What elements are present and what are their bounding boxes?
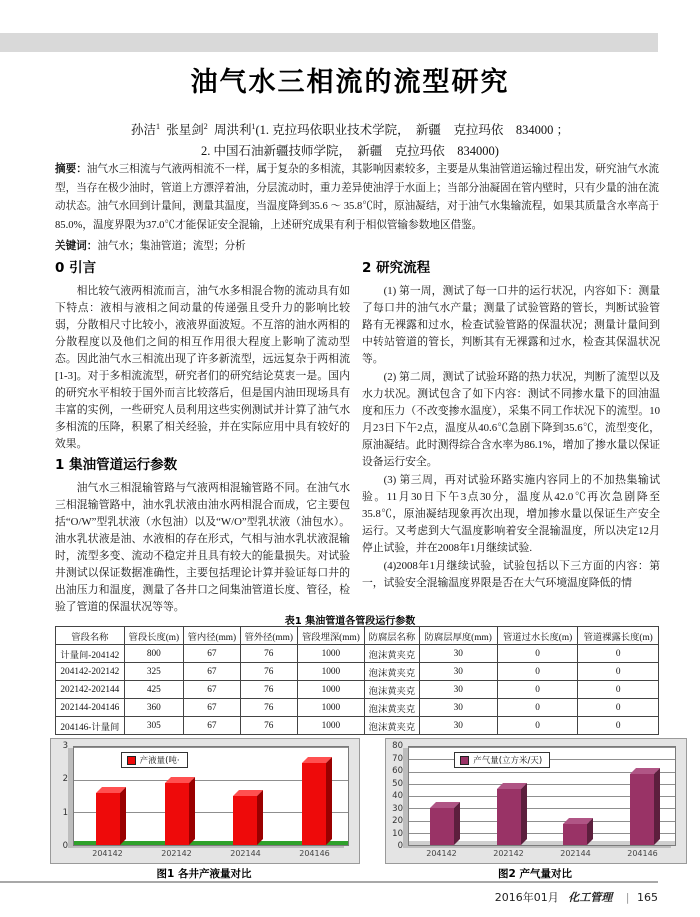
table-cell: 204146-计量间	[56, 717, 125, 735]
chart2-legend	[454, 752, 550, 768]
footer	[0, 889, 658, 905]
table-cell: 67	[183, 663, 240, 681]
table-cell: 0	[578, 699, 659, 717]
y-axis-tick-label: 1	[62, 807, 68, 818]
pipeline-parameters-table	[55, 626, 659, 735]
table-header-cell: 管外径(mm)	[240, 627, 297, 645]
table-cell: 76	[240, 663, 297, 681]
table-cell: 0	[497, 699, 578, 717]
footer-divider	[0, 881, 658, 883]
table-cell: 305	[124, 717, 183, 735]
chart2-legend-label: 产气量(立方米/天)	[473, 756, 543, 766]
bar-204146	[302, 763, 326, 845]
abstract-label: 摘要：	[55, 163, 87, 175]
chart1-x-axis	[73, 849, 349, 861]
table-cell: 76	[240, 681, 297, 699]
table-cell: 30	[419, 645, 497, 663]
bar-202142	[165, 783, 189, 845]
body-paragraph: (1) 第一周，测试了每一口井的运行状况，内容如下：测量了每口井的油气水产量；测量了试验管路的管长，判断试验管路有无裸露和过水，检查试验管路的保温状况；测量计量间到中转站管道的管长，判断其有无裸露和过水，检查其保温状况等。	[362, 285, 660, 365]
author-name: 周洪利	[213, 123, 252, 138]
table1-caption: 表1 集油管道各管段运行参数	[284, 616, 416, 627]
legend-swatch-icon	[460, 756, 469, 765]
table-cell: 30	[419, 699, 497, 717]
table-cell: 1000	[297, 663, 365, 681]
y-axis-tick-label: 0	[397, 841, 403, 851]
author-name: 孙洁	[130, 123, 156, 138]
table-cell: 800	[124, 645, 183, 663]
bar-204146	[630, 774, 654, 845]
author-affil-marker: 1	[155, 122, 160, 131]
table-cell: 1000	[297, 681, 365, 699]
table-row	[56, 717, 659, 735]
paper-title: 油气水三相流的流型研究	[190, 67, 510, 98]
y-axis-tick-label: 60	[392, 766, 403, 776]
y-axis-tick-label: 2	[62, 774, 68, 785]
bar-202144	[563, 824, 587, 845]
keywords-line	[55, 237, 659, 257]
body-paragraph: (3) 第三周，再对试验环路实施内容同上的不加热集输试验。11月30日下午3点30分，温度从42.0℃再次急剧降至35.8℃，原油凝结现象再次出现，增加掺水量以保证生产安全运行。又考虑到大气温度影响着安全混输温度，所以决定12月停止试验，并在2008年1月继续试验.	[362, 474, 660, 554]
table-cell: 0	[497, 681, 578, 699]
table-cell: 0	[497, 663, 578, 681]
journal-name: 化工管理	[568, 891, 613, 904]
y-axis-tick-label: 3	[62, 741, 68, 751]
table-cell: 30	[419, 663, 497, 681]
y-axis-tick-label: 0	[62, 841, 68, 851]
y-axis-tick-label: 50	[392, 778, 403, 789]
y-axis-tick-label: 20	[392, 816, 403, 826]
right-column	[362, 256, 660, 612]
left-column	[55, 256, 350, 612]
table-cell: 0	[497, 717, 578, 735]
author-affil-marker: 2	[203, 122, 208, 131]
table-header-row	[56, 627, 659, 645]
gas-production-bar-chart	[385, 738, 687, 864]
x-axis-tick-label: 202142	[161, 849, 192, 858]
y-axis-tick-label: 10	[392, 828, 403, 839]
body-paragraph: 相比较气液两相流而言，油气水多相混合物的流动具有如下特点：液相与液相之间动量的传递强且受升力的影响比较弱，分散相尺寸比较小，液液界面波短。不互溶的油水两相的分散程度以及他们之间的相互作用很大程度上影响了流动型态。因此油气水三相流出现了许多新流型，远远复杂于两相流[1-3]。对于多相流流型，研究者们的研究结论莫衷一是。国内的研究水平相较于国外而言比较落后，但是国内油田现场具有丰富的实例，一些研究人员利用这些实例测试并计算了油气水多相流的压降，积累了相关经验，并在实际应用中具有较好的效果。	[55, 285, 350, 450]
table-cell: 0	[578, 645, 659, 663]
table-cell: 202142-202144	[56, 681, 125, 699]
abstract-text	[55, 160, 659, 235]
abstract-body: 油气水三相流与气液两相流不一样，属于复杂的多相流，其影响因素较多，主要是从集油管道运输过程出发，研究油气水流型，当存在极少油时，管道上方漂浮着油，分层流动时，重力差异使油浮于水面上；当部分油凝固在管内壁时，只有少量的油在流动状态。油气水回到计量间，测量其温度，当温度降到35.6 ～ 35.8℃时，原油凝结，对于油气水集输流程，如果其质量含水率高于85.0%，温度界限为37.0℃才能保证安全混输，上述研究成果有利于相似管输参数地区借鉴。	[55, 164, 660, 231]
gridline	[74, 747, 348, 748]
table-row	[56, 681, 659, 699]
table-cell: 0	[578, 663, 659, 681]
table-cell: 67	[183, 717, 240, 735]
table-cell: 30	[419, 717, 497, 735]
figure1-caption: 图1 各井产液量对比	[156, 868, 252, 880]
page-number: 165	[637, 891, 658, 904]
table-cell: 325	[124, 663, 183, 681]
chart1-legend	[121, 752, 188, 768]
table-cell: 泡沫黄夹克	[365, 717, 420, 735]
chart1-plot-area	[73, 746, 349, 846]
author-affil-marker: 1	[251, 122, 256, 131]
x-axis-tick-label: 204142	[92, 849, 123, 858]
table-header-cell: 管段长度(m)	[124, 627, 183, 645]
author-line-1	[0, 116, 700, 141]
bar-204142	[430, 808, 454, 845]
bar-202144	[233, 796, 257, 845]
table-cell: 泡沫黄夹克	[365, 699, 420, 717]
table-cell: 76	[240, 699, 297, 717]
figure2-caption: 图2 产气量对比	[498, 868, 572, 880]
footer-separator: |	[625, 891, 630, 904]
table-header-cell: 管道裸露长度(m)	[578, 627, 659, 645]
gridline	[409, 747, 675, 748]
x-axis-tick-label: 204146	[299, 849, 330, 858]
table-cell: 202144-204146	[56, 699, 125, 717]
chart1-legend-label: 产液量(吨·	[139, 756, 180, 766]
body-paragraph: 油气水三相混输管路与气液两相混输管路不同。在油气水三相混输管路中，油水乳状液由油水两相混合而成，它主要包括“O/W”型乳状液（水包油）以及“W/O”型乳状液（油包水）。油水乳状液是油、水液相的存在形式，气相与油水乳状液混输时，流型多变、流动不稳定并且具有较大的能量损失。对试验井测试以保证数据准确性，主要包括理论计算并验证每口井的出油压力和温度，测量了各井口之间集油管道长度、管径，检验了管道的保温状况等等。	[55, 482, 350, 612]
body-paragraph: (4)2008年1月继续试验，试验包括以下三方面的内容：第一，试验安全混输温度界限是否在大气环境温度降低的情	[362, 560, 660, 589]
y-axis-tick-label: 80	[392, 741, 403, 751]
table-cell: 67	[183, 645, 240, 663]
legend-swatch-icon	[127, 756, 136, 765]
table-header-cell: 防腐层厚度(mm)	[419, 627, 497, 645]
table-header-cell: 管内径(mm)	[183, 627, 240, 645]
liquid-production-bar-chart	[50, 738, 360, 864]
chart1-y-axis	[51, 741, 71, 851]
bar-204142	[96, 793, 120, 845]
author-name: 张星剑	[166, 123, 204, 138]
table-header-cell: 防腐层名称	[365, 627, 420, 645]
header-band	[0, 33, 658, 52]
table-cell: 泡沫黄夹克	[365, 663, 420, 681]
table-cell: 204142-202142	[56, 663, 125, 681]
table-cell: 1000	[297, 645, 365, 663]
table-cell: 425	[124, 681, 183, 699]
x-axis-tick-label: 202144	[560, 849, 591, 858]
table-cell: 泡沫黄夹克	[365, 645, 420, 663]
table-row	[56, 663, 659, 681]
y-axis-tick-label: 70	[392, 753, 403, 764]
x-axis-tick-label: 202144	[230, 849, 261, 858]
keywords-body: 油气水；集油管道；流型；分析	[97, 241, 246, 253]
table-cell: 0	[497, 645, 578, 663]
table-cell: 360	[124, 699, 183, 717]
table-row	[56, 645, 659, 663]
table-cell: 67	[183, 681, 240, 699]
table-header-cell: 管段名称	[56, 627, 125, 645]
table-cell: 计量间-204142	[56, 645, 125, 663]
table-cell: 1000	[297, 717, 365, 735]
table-cell: 0	[578, 681, 659, 699]
chart2-x-axis	[408, 849, 676, 861]
table-cell: 1000	[297, 699, 365, 717]
table-cell: 76	[240, 717, 297, 735]
table-header-cell: 管道过水长度(m)	[497, 627, 578, 645]
table-row	[56, 699, 659, 717]
x-axis-tick-label: 204146	[627, 849, 658, 858]
footer-date: 2016年01月	[494, 891, 559, 904]
keywords-label: 关键词：	[55, 240, 98, 253]
x-axis-tick-label: 202142	[493, 849, 524, 858]
bar-202142	[497, 789, 521, 845]
section-heading: 0 引言	[55, 260, 97, 276]
table-cell: 67	[183, 699, 240, 717]
author-block	[0, 116, 700, 162]
table-cell: 76	[240, 645, 297, 663]
chart2-y-axis	[386, 741, 406, 851]
table-cell: 泡沫黄夹克	[365, 681, 420, 699]
affiliation-1: (1. 克拉玛依职业技术学院， 新疆 克拉玛依 834000 ；	[255, 123, 570, 138]
table-body	[56, 645, 659, 735]
table-cell: 0	[578, 717, 659, 735]
body-paragraph: (2) 第二周，测试了试验环路的热力状况，判断了流型以及水力状况。测试包含了如下内容：测试不同掺水量下的回油温度和压力（不改变掺水温度），采集不同工作状况下的流型。10月23日下午2点，温度从40.6℃急剧下降到35.6℃，流型变化，原油凝结。此时测得综合含水率为86.1%，增加了掺水量以保证设备运行安全。	[362, 371, 660, 468]
table-header-cell: 管段埋深(mm)	[297, 627, 365, 645]
y-axis-tick-label: 40	[392, 791, 403, 801]
chart2-plot-area	[408, 746, 676, 846]
x-axis-tick-label: 204142	[426, 849, 457, 858]
section-heading: 2 研究流程	[362, 260, 431, 276]
author-line-2: 2. 中国石油新疆技师学院， 新疆 克拉玛依 834000)	[201, 144, 499, 159]
section-heading: 1 集油管道运行参数	[55, 457, 178, 473]
table-cell: 30	[419, 681, 497, 699]
abstract-block	[55, 160, 659, 257]
y-axis-tick-label: 30	[392, 803, 403, 814]
